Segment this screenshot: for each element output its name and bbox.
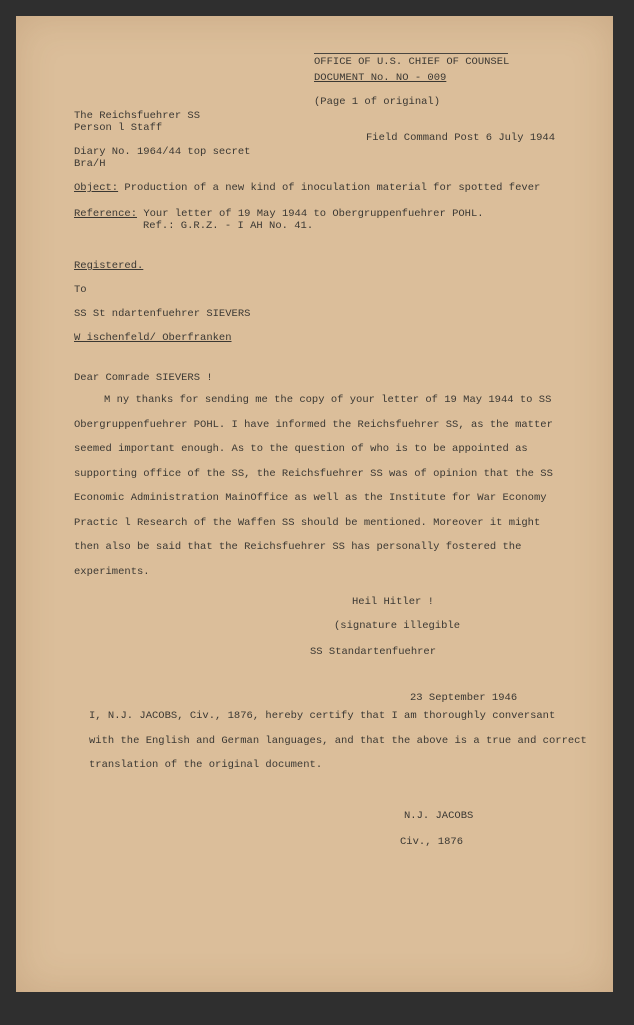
certifier-name: N.J. JACOBS [404, 810, 474, 822]
certifier-civ: Civ., 1876 [400, 836, 464, 848]
body-line: seemed important enough. As to the question of who is to be appointed as [74, 443, 528, 455]
body-line: supporting office of the SS, the Reichsfuehrer SS was of opinion that the SS [74, 467, 553, 480]
recipient-location: W ischenfeld/ Oberfranken [74, 332, 232, 344]
certification-line: translation of the original document. [89, 759, 323, 771]
page-note: (Page 1 of original) [314, 96, 441, 108]
object-label: Object: [74, 182, 119, 194]
sender-line2: Person l Staff [74, 122, 163, 134]
body-line: experiments. [74, 565, 150, 578]
reference-label: Reference: [74, 208, 138, 220]
object-text: Production of a new kind of inoculation material for spotted fever [124, 182, 541, 194]
closing-signature: (signature illegible [334, 620, 461, 632]
certification-text [89, 704, 587, 778]
office-line: OFFICE OF U.S. CHIEF OF COUNSEL [314, 56, 510, 68]
diary-number: Diary No. 1964/44 top secret [74, 146, 251, 158]
certification-date: 23 September 1946 [410, 692, 518, 704]
body-line: then also be said that the Reichsfuehrer SS has personally fostered the [74, 541, 522, 553]
to-label: To [74, 284, 87, 296]
salutation: Dear Comrade SIEVERS ! [74, 372, 213, 384]
body-line: Economic Administration MainOffice as well as the Institute for War Economy [74, 492, 547, 504]
document-number: DOCUMENT No. NO - 009 [314, 72, 447, 84]
recipient: SS St ndartenfuehrer SIEVERS [74, 308, 251, 320]
closing-title: SS Standartenfuehrer [310, 646, 437, 658]
document-page [16, 16, 613, 992]
certification-line: with the English and German languages, and that the above is a true and correct [89, 734, 587, 747]
body-line: Obergruppenfuehrer POHL. I have informed the Reichsfuehrer SS, as the matter [74, 418, 553, 431]
sender-line1: The Reichsfuehrer SS [74, 110, 201, 122]
closing-greeting: Heil Hitler ! [352, 596, 434, 608]
header-rule-top [314, 53, 508, 54]
body-line: M ny thanks for sending me the copy of your letter of 19 May 1944 to SS [104, 394, 552, 406]
registered-label: Registered. [74, 260, 144, 272]
reference-text: Your letter of 19 May 1944 to Obergruppenfuehrer POHL. [143, 208, 484, 220]
reference-code: Bra/H [74, 158, 106, 170]
certification-line: I, N.J. JACOBS, Civ., 1876, hereby certify that I am thoroughly conversant [89, 710, 556, 722]
body-line: Practic l Research of the Waffen SS should be mentioned. Moreover it might [74, 516, 541, 529]
dateline: Field Command Post 6 July 1944 [366, 132, 556, 144]
letter-body [74, 388, 553, 584]
object-line [74, 182, 540, 195]
reference-line2: Ref.: G.R.Z. - I AH No. 41. [143, 220, 314, 232]
